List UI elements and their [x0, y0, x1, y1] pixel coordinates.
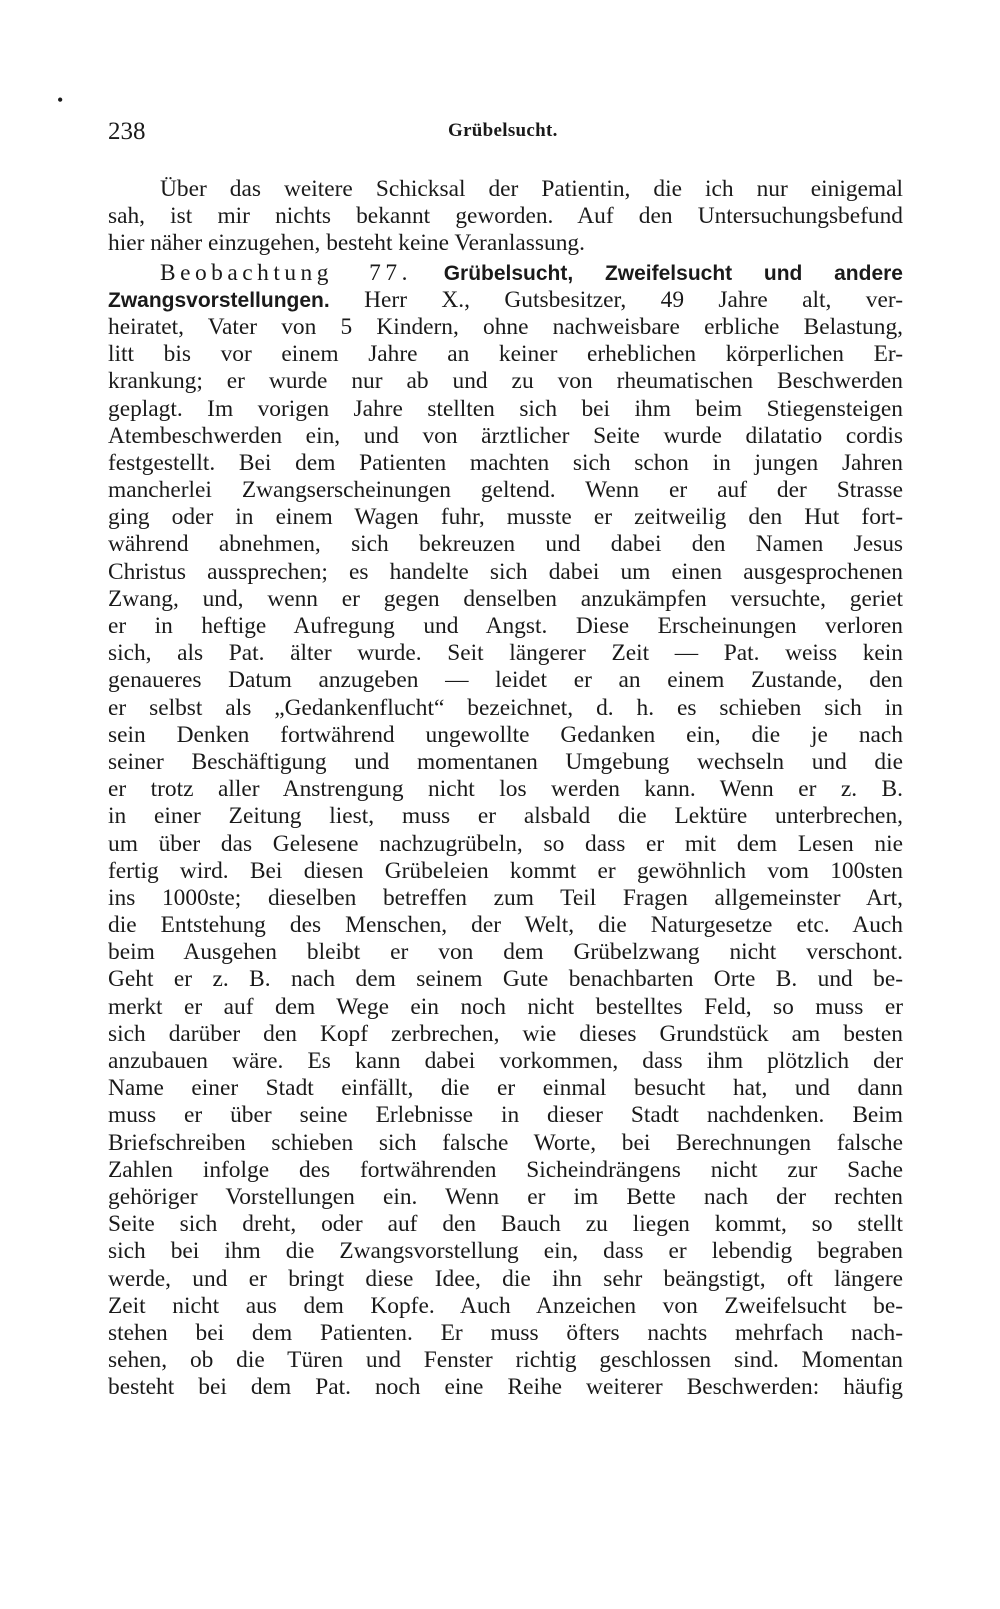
observation-heading-line-2	[108, 287, 903, 314]
text-line: genaueres Datum anzugeben — leidet er an einem Zustande, den	[108, 667, 903, 694]
text-line: er trotz aller Anstrengung nicht los werden kann. Wenn er z. B.	[108, 776, 903, 803]
running-title: Grübelsucht.	[448, 120, 558, 141]
text-line: sich bei ihm die Zwangsvorstellung ein, dass er lebendig begraben	[108, 1238, 903, 1265]
text-line: beim Ausgehen bleibt er von dem Grübelzwang nicht verschont.	[108, 939, 903, 966]
text-line: werde, und er bringt diese Idee, die ihn sehr beängstigt, oft längere	[108, 1265, 903, 1292]
text-line: Name einer Stadt einfällt, die er einmal besucht hat, und dann	[108, 1075, 903, 1102]
text-line: heiratet, Vater von 5 Kindern, ohne nachweisbare erbliche Belastung,	[108, 313, 903, 340]
text-line: Christus aussprechen; es handelte sich dabei um einen ausgesprochenen	[108, 558, 903, 585]
text-line: krankung; er wurde nur ab und zu von rheumatischen Beschwerden	[108, 368, 903, 395]
text-line: fertig wird. Bei diesen Grübeleien kommt er gewöhnlich vom 100sten	[108, 857, 903, 884]
text-line: hier näher einzugehen, besteht keine Veranlassung.	[108, 230, 585, 257]
text-line: stehen bei dem Patienten. Er muss öfters nachts mehrfach nach-	[108, 1319, 903, 1346]
text-line: Geht er z. B. nach dem seinem Gute benachbarten Orte B. und be-	[108, 966, 903, 993]
text-line: geplagt. Im vorigen Jahre stellten sich bei ihm beim Stiegensteigen	[108, 395, 903, 422]
observation-heading	[108, 260, 903, 314]
body-text	[108, 176, 903, 1401]
text-line: Briefschreiben schieben sich falsche Worte, bei Berechnungen falsche	[108, 1129, 903, 1156]
text-line: Seite sich dreht, oder auf den Bauch zu liegen kommt, so stellt	[108, 1211, 903, 1238]
text-line: seiner Beschäftigung und momentanen Umgebung wechseln und die	[108, 748, 903, 775]
text-line: mancherlei Zwangserscheinungen geltend. Wenn er auf der Strasse	[108, 477, 903, 504]
page-number: 238	[108, 118, 146, 145]
observation-heading-line	[108, 260, 903, 287]
text-line: Atembeschwerden ein, und von ärztlicher Seite wurde dilatatio cordis	[108, 422, 903, 449]
text-line: Zahlen infolge des fortwährenden Sicheindrängens nicht zur Sache	[108, 1156, 903, 1183]
observation-title-part1: Grübelsucht, Zweifelsucht und andere	[443, 261, 903, 285]
text-line: anzubauen wäre. Es kann dabei vorkommen, dass ihm plötzlich der	[108, 1048, 903, 1074]
paragraph-1	[108, 176, 903, 258]
text-line: ging oder in einem Wagen fuhr, musste er zeitweilig den Hut fort-	[108, 504, 903, 531]
text-line: festgestellt. Bei dem Patienten machten sich schon in jungen Jahren	[108, 449, 903, 476]
text-line: die Entstehung des Menschen, der Welt, die Naturgesetze etc. Auch	[108, 912, 903, 939]
running-head	[108, 118, 904, 150]
text-line: Zeit nicht aus dem Kopfe. Auch Anzeichen von Zweifelsucht be-	[108, 1292, 903, 1319]
observation-line-rest: Herr X., Gutsbesitzer, 49 Jahre alt, ver-	[364, 286, 903, 313]
text-line: sich, als Pat. älter wurde. Seit längerer Zeit — Pat. weiss kein	[108, 640, 903, 667]
text-line: sehen, ob die Türen und Fenster richtig geschlossen sind. Momentan	[108, 1347, 903, 1374]
paragraph-2	[108, 314, 903, 1402]
text-line: muss er über seine Erlebnisse in dieser Stadt nachdenken. Beim	[108, 1102, 903, 1129]
text-line: gehöriger Vorstellungen ein. Wenn er im Bette nach der rechten	[108, 1183, 903, 1210]
margin-bullet-mark: •	[57, 90, 64, 110]
text-line: litt bis vor einem Jahre an keiner erheblichen körperlichen Er-	[108, 341, 903, 368]
text-line: sich darüber den Kopf zerbrechen, wie dieses Grundstück am besten	[108, 1020, 903, 1047]
text-line: Zwang, und, wenn er gegen denselben anzukämpfen versuchte, geriet	[108, 585, 903, 612]
text-line: Über das weitere Schicksal der Patientin, die ich nur einigemal	[160, 176, 903, 202]
text-line: er in heftige Aufregung und Angst. Diese Erscheinungen verloren	[108, 613, 903, 639]
text-line: um über das Gelesene nachzugrübeln, so dass er mit dem Lesen nie	[108, 830, 903, 857]
text-line: während abnehmen, sich bekreuzen und dabei den Namen Jesus	[108, 531, 903, 558]
text-line: sein Denken fortwährend ungewollte Gedanken ein, die je nach	[108, 721, 903, 748]
text-line: ins 1000ste; dieselben betreffen zum Teil Fragen allgemeinster Art,	[108, 884, 903, 911]
text-line: er selbst als „Gedankenflucht“ bezeichnet, d. h. es schieben sich in	[108, 694, 903, 721]
text-line: merkt er auf dem Wege ein noch nicht bestelltes Feld, so muss er	[108, 993, 903, 1020]
text-line: in einer Zeitung liest, muss er alsbald die Lektüre unterbrechen,	[108, 803, 903, 830]
text-line: besteht bei dem Pat. noch eine Reihe weiterer Beschwerden: häufig	[108, 1374, 903, 1401]
observation-title-part2: Zwangsvorstellungen.	[108, 288, 330, 312]
text-line: sah, ist mir nichts bekannt geworden. Auf den Untersuchungsbefund	[108, 203, 903, 230]
observation-label: Beobachtung 77.	[160, 259, 412, 286]
